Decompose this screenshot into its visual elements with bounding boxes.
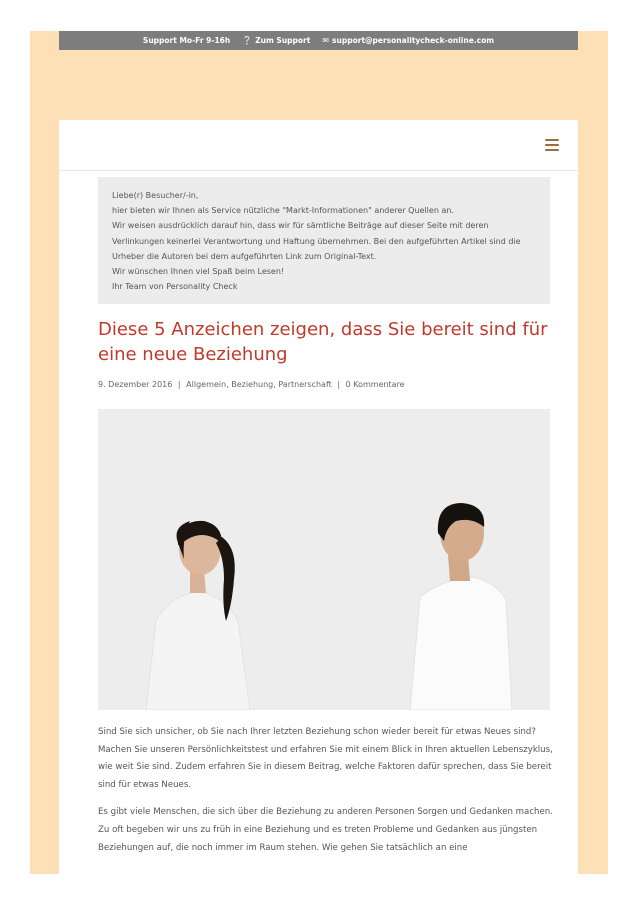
support-link[interactable] bbox=[242, 36, 310, 45]
disclaimer-box bbox=[98, 177, 550, 304]
navbar bbox=[59, 120, 578, 171]
support-email[interactable] bbox=[322, 36, 494, 45]
header-area bbox=[59, 50, 578, 120]
disclaimer-line: Urheber die Autoren bei dem aufgeführten Link zum Original-Text. bbox=[112, 251, 377, 261]
post-date: 9. Dezember 2016 bbox=[98, 380, 173, 389]
category-link[interactable]: Beziehung bbox=[231, 380, 274, 389]
support-hours bbox=[143, 36, 230, 45]
couple-photo bbox=[98, 409, 550, 710]
article-body bbox=[98, 724, 554, 867]
question-circle-icon: ❔ bbox=[242, 36, 253, 45]
menu-icon[interactable] bbox=[545, 139, 559, 151]
post-meta: 9. Dezember 2016 | Allgemein, Beziehung, Partnerschaft | 0 Kommentare bbox=[98, 380, 405, 389]
category-link[interactable]: Allgemein bbox=[186, 380, 227, 389]
comments-link[interactable]: 0 Kommentare bbox=[345, 380, 405, 389]
support-hours-text: Support Mo-Fr 9-16h bbox=[142, 36, 231, 45]
disclaimer-line: Verlinkungen keinerlei Verantwortung und Haftung übernehmen. Bei den aufgeführten Artikel sind die bbox=[112, 236, 521, 246]
disclaimer-line: Wir wünschen Ihnen viel Spaß beim Lesen! bbox=[112, 267, 285, 277]
featured-image bbox=[98, 409, 550, 710]
envelope-icon: ✉ bbox=[322, 36, 330, 45]
top-bar bbox=[59, 31, 578, 50]
article-paragraph: Sind Sie sich unsicher, ob Sie nach Ihrer letzten Beziehung schon wieder bereit für etwas Neues sind? Machen Sie unseren Persönlichkeitstest und erfahren Sie mit einem Blick in Ihren aktuellen Lebenszyklus, wie weit Sie sind. Zudem erfahren Sie in diesem Beitrag, welche Faktoren dafür sprechen, dass Sie bereit sind für etwas Neues. bbox=[98, 727, 553, 790]
disclaimer-line: hier bieten wir Ihnen als Service nützliche "Markt-Informationen" anderer Quellen an. bbox=[112, 206, 454, 216]
main-content bbox=[59, 120, 578, 874]
support-email-link[interactable]: support@personalitycheck-online.com bbox=[332, 36, 495, 45]
category-link[interactable]: Partnerschaft bbox=[278, 380, 332, 389]
support-link-text[interactable]: Zum Support bbox=[255, 36, 311, 45]
disclaimer-line: Liebe(r) Besucher/-in, bbox=[112, 191, 199, 200]
disclaimer-line: Ihr Team von Personality Check bbox=[112, 282, 238, 292]
article-paragraph: Es gibt viele Menschen, die sich über die Beziehung zu anderen Personen Sorgen und Gedanken machen. Zu oft begeben wir uns zu früh in eine Beziehung und es treten Probleme und Gedanken aus jüngsten Beziehungen auf, die noch immer im Raum stehen. Wie gehen Sie tatsächlich an eine bbox=[98, 807, 553, 853]
article-title[interactable]: Diese 5 Anzeichen zeigen, dass Sie bereit sind für eine neue Beziehung bbox=[98, 319, 548, 365]
disclaimer-line: Wir weisen ausdrücklich darauf hin, dass wir für sämtliche Beiträge auf dieser Seite mit deren bbox=[112, 221, 489, 231]
